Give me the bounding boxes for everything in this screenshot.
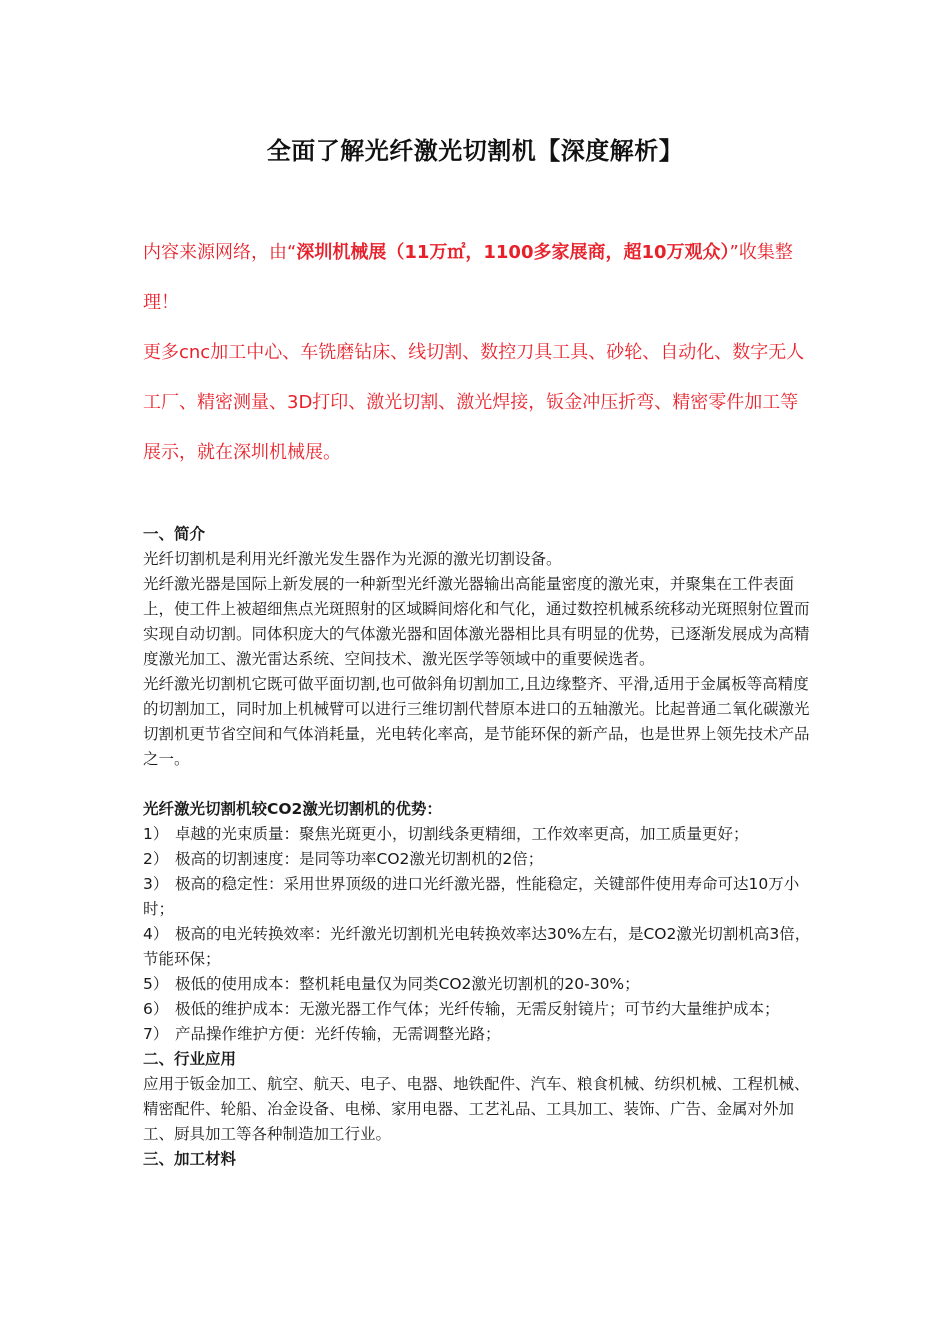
list-number: 4） [143,925,169,943]
section-heading-materials: 三、加工材料 [143,1150,237,1168]
intro-more-paragraph: 更多cnc加工中心、车铣磨钻床、线切割、数控刀具工具、砂轮、自动化、数字无人工厂、精密测量、3D打印、激光切割、激光焊接，钣金冲压折弯、精密零件加工等展示，就在深圳机械展。 [143,342,805,463]
list-text: 极高的切割速度：是同等功率CO2激光切割机的2倍； [175,850,544,868]
list-text: 卓越的光束质量：聚焦光斑更小，切割线条更精细，工作效率更高，加工质量更好； [175,825,749,843]
list-number: 1） [143,825,169,843]
section-heading-advantages: 光纤激光切割机较CO2激光切割机的优势： [143,800,442,818]
list-number: 2） [143,850,169,868]
document-body [143,522,813,1172]
list-item [143,972,813,997]
list-text: 极高的电光转换效率：光纤激光切割机光电转换效率达30%左右，是CO2激光切割机高3倍，节能环保； [143,925,811,968]
intro-highlight: 深圳机械展（11万㎡，1100多家展商，超10万观众） [296,242,730,263]
spacer [143,772,813,797]
paragraph: 光纤激光切割机它既可做平面切割,也可做斜角切割加工,且边缘整齐、平滑,适用于金属板等高精度的切割加工，同时加上机械臂可以进行三维切割代替原本进口的五轴激光。比起普通二氧化碳激光切割机更节省空间和气体消耗量，光电转化率高，是节能环保的新产品，也是世界上领先技术产品之一。 [143,675,810,768]
list-number: 6） [143,1000,169,1018]
list-item [143,922,813,972]
paragraph: 应用于钣金加工、航空、航天、电子、电器、地铁配件、汽车、粮食机械、纺织机械、工程机械、精密配件、轮船、冶金设备、电梯、家用电器、工艺礼品、工具加工、装饰、广告、金属对外加工、厨具加工等各种制造加工行业。 [143,1075,810,1143]
list-item [143,1022,813,1047]
section-heading-intro: 一、简介 [143,525,206,543]
list-text: 极低的使用成本：整机耗电量仅为同类CO2激光切割机的20-30%； [175,975,640,993]
list-text: 极低的维护成本：无激光器工作气体；光纤传输，无需反射镜片；可节约大量维护成本； [175,1000,780,1018]
intro-lead: 内容来源网络，由“ [143,242,297,263]
paragraph: 光纤切割机是利用光纤激光发生器作为光源的激光切割设备。 [143,550,562,568]
intro-source-paragraph [143,228,813,328]
list-item [143,997,813,1022]
section-heading-applications: 二、行业应用 [143,1050,237,1068]
list-item [143,822,813,847]
list-number: 3） [143,875,169,893]
list-item [143,847,813,872]
list-text: 极高的稳定性：采用世界顶级的进口光纤激光器，性能稳定，关键部件使用寿命可达10万小时； [143,875,800,918]
intro-tail: ”收集整理！ [143,242,793,313]
list-number: 5） [143,975,169,993]
intro-notice [143,228,813,478]
paragraph: 光纤激光器是国际上新发展的一种新型光纤激光器输出高能量密度的激光束，并聚集在工件表面上，使工件上被超细焦点光斑照射的区域瞬间熔化和气化，通过数控机械系统移动光斑照射位置而实现自动切割。同体积庞大的气体激光器和固体激光器相比具有明显的优势，已逐渐发展成为高精度激光加工、激光雷达系统、空间技术、激光医学等领域中的重要候选者。 [143,575,810,668]
list-item [143,872,813,922]
list-number: 7） [143,1025,169,1043]
document-title: 全面了解光纤激光切割机【深度解析】 [266,137,684,165]
list-text: 产品操作维护方便：光纤传输，无需调整光路； [175,1025,501,1043]
